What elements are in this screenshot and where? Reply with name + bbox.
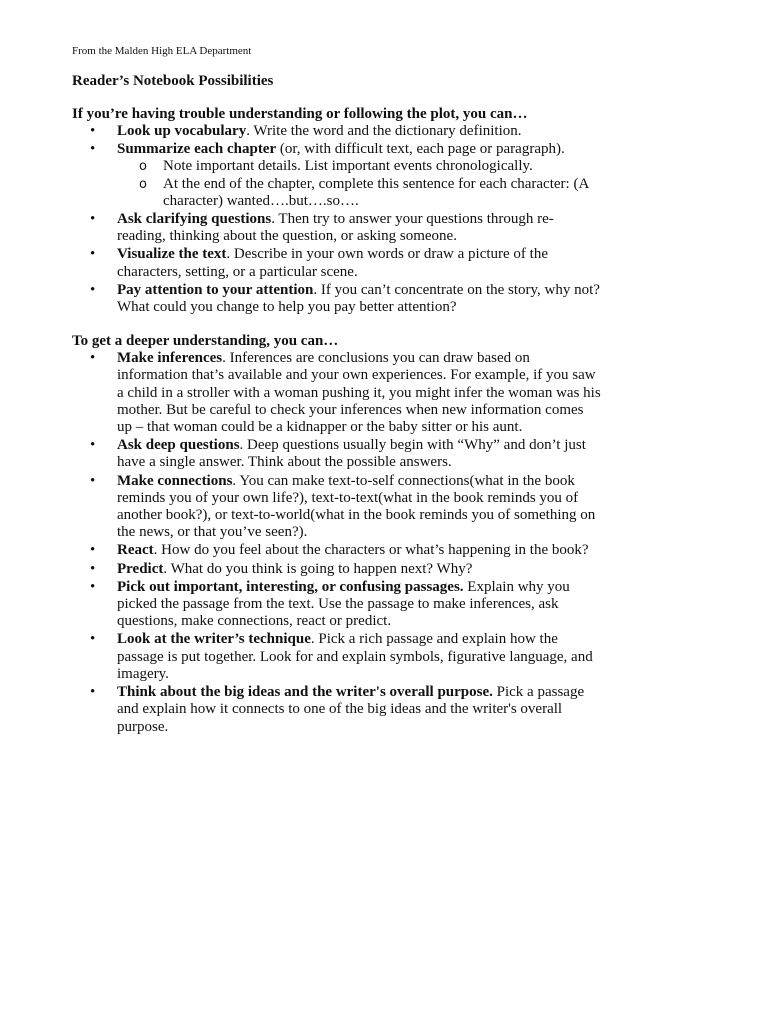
list-item (72, 631, 602, 683)
section-deeper-understanding (72, 333, 602, 735)
bullet-icon: • (90, 350, 96, 367)
item-lead: Ask clarifying questions (117, 211, 272, 228)
item-text: . How do you feel about the characters or what’s happening in the book? (153, 542, 589, 559)
document-page (72, 44, 602, 753)
bullet-list (72, 350, 602, 735)
item-text: . Describe in your own words or draw a picture of the characters, setting, or a particular scene. (117, 246, 548, 280)
item-text: . Deep questions usually begin with “Why” and don’t just have a single answer. Think about the possible answers. (117, 437, 586, 471)
item-text: . If you can’t concentrate on the story, why not? What could you change to help you pay better attention? (117, 281, 600, 316)
circle-bullet-icon: o (139, 176, 147, 192)
bullet-icon: • (90, 281, 96, 298)
sub-item-text: At the end of the chapter, complete this sentence for each character: (A character) wanted….but….so…. (163, 175, 589, 209)
item-text: Pick a passage and explain how it connects to one of the big ideas and the writer's overall purpose. (117, 684, 585, 735)
item-lead: Look at the writer’s technique (117, 631, 311, 648)
item-text: . Write the word and the dictionary definition. (246, 123, 522, 139)
item-text: . You can make text-to-self connections(what in the book reminds you of your own life?), text-to-text(what in the book reminds you of another book?), or text-to-world(what in the book reminds you of something on the news, or that you’ve seen?). (117, 472, 596, 541)
list-item (72, 561, 602, 578)
item-lead: Visualize the text (117, 246, 227, 263)
item-lead: Pick out important, interesting, or confusing passages. (117, 578, 464, 595)
item-lead: Think about the big ideas and the writer's overall purpose. (117, 684, 493, 701)
bullet-list (72, 123, 602, 316)
item-lead: Make inferences (117, 350, 223, 367)
list-item (72, 579, 602, 631)
item-lead: Summarize each chapter (117, 141, 277, 158)
list-item (72, 684, 602, 736)
bullet-icon: • (90, 578, 96, 595)
item-text: . What do you think is going to happen next? Why? (163, 560, 473, 577)
item-lead: Predict (117, 560, 164, 577)
list-item (72, 437, 602, 471)
section-plot-help (72, 106, 602, 316)
item-text: (or, with difficult text, each page or paragraph). (276, 141, 565, 158)
sub-list (117, 158, 602, 210)
bullet-icon: • (90, 560, 96, 577)
bullet-icon: • (90, 472, 96, 489)
department-header: From the Malden High ELA Department (72, 45, 252, 57)
bullet-icon: • (90, 542, 96, 559)
list-item (72, 350, 602, 436)
list-item (72, 141, 602, 210)
item-lead: Look up vocabulary (117, 123, 247, 139)
list-item (72, 246, 602, 280)
bullet-icon: • (90, 631, 96, 648)
sub-list-item (117, 158, 602, 175)
item-text: . Inferences are conclusions you can draw based on information that’s available and your own experiences. For example, if you saw a child in a stroller with a woman pushing it, you might infer the woman was his mother. But be careful to check your inferences when new information comes up – that woman could be a kidnapper or the baby sitter or his aunt. (117, 350, 601, 436)
item-lead: React (117, 542, 154, 559)
bullet-icon: • (90, 437, 96, 454)
list-item (72, 211, 602, 245)
item-text: . Then try to answer your questions through re-reading, thinking about the question, or asking someone. (117, 211, 554, 245)
bullet-icon: • (90, 684, 96, 701)
bullet-icon: • (90, 246, 96, 263)
list-item (72, 473, 602, 542)
bullet-icon: • (90, 211, 96, 228)
item-text: . Pick a rich passage and explain how the passage is put together. Look for and explain symbols, figurative language, and imagery. (117, 631, 593, 682)
item-text: Explain why you picked the passage from the text. Use the passage to make inferences, ask questions, make connections, react or predict. (117, 578, 570, 630)
item-lead: Make connections (117, 472, 233, 489)
section-heading: If you’re having trouble understanding or following the plot, you can… (72, 106, 528, 122)
item-lead: Pay attention to your attention (117, 281, 314, 298)
bullet-icon: • (90, 123, 96, 139)
section-heading: To get a deeper understanding, you can… (72, 333, 339, 350)
sub-item-text: Note important details. List important events chronologically. (163, 158, 533, 175)
document-title: Reader’s Notebook Possibilities (72, 73, 274, 89)
list-item (72, 542, 602, 559)
circle-bullet-icon: o (139, 159, 147, 175)
sub-list-item (117, 176, 602, 210)
list-item (72, 282, 602, 316)
bullet-icon: • (90, 141, 96, 158)
item-lead: Ask deep questions (117, 437, 240, 454)
list-item (72, 123, 602, 140)
